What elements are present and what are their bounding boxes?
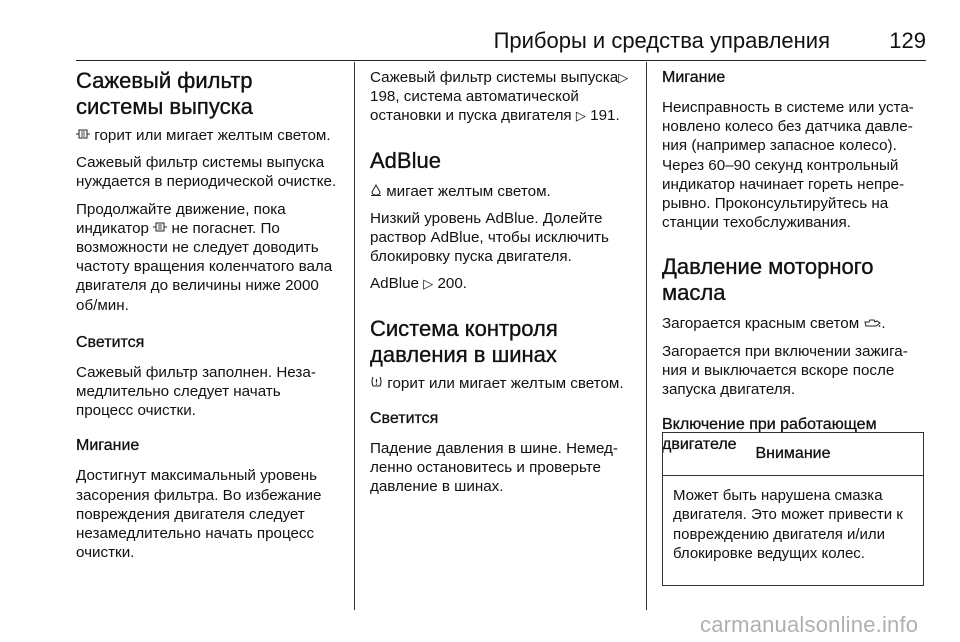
column-1 [76,62,340,562]
tpms-status: горит или мигает желтым светом. [370,374,636,393]
sub2-text: Достигнут максимальный уровень засорения фильтра. Во избежание повреждения двигателя следует незамедлительно начать процесс очистки. [76,467,322,562]
subheading-on: Светится [370,409,439,427]
tpms-blink-text: Неисправность в системе или установлено колесо без датчика давления (например запасное колесо). Через 60–90 секунд контрольный индикатор начинает гореть непрерывно. Проконсультируйтесь на станции техобслуживания. [662,99,914,232]
subheading-on: Светится [76,333,145,351]
arrow-reference-icon: ▷ [575,108,586,124]
heading-adblue: AdBlue [370,147,441,173]
column-divider-2 [646,62,647,610]
page-header [76,26,926,61]
page-number: 129 [889,28,926,53]
adblue-text: Низкий уровень AdBlue. Долейте раствор AdBlue, чтобы исключить блокировку пуска двигателя. [370,209,609,266]
subheading-blinking: Мигание [662,69,726,86]
warning-text: Может быть нарушена смазка двигателя. Это может привести к повреждению двигателя и/или блокировке ведущих колес. [673,487,903,563]
subheading-blinking: Мигание [76,437,140,455]
heading-particle-filter: Сажевый фильтр системы выпуска [76,68,253,119]
particle-filter-para1: Сажевый фильтр системы выпуска нуждается в периодической очистке. [76,154,337,191]
page-title: Приборы и средства управления [493,28,830,53]
column-3 [662,62,926,455]
tpms-on-text: Падение давления в шине. Немедленно остановитесь и проверьте давление в шинах. [370,439,618,496]
adblue-reference: AdBlue ▷ 200. [370,275,468,293]
sub1-text: Сажевый фильтр заполнен. Незамедлительно следует начать процесс очистки. [76,363,316,420]
oil-pressure-text: Загорается при включении зажигания и выключается вскоре после запуска двигателя. [662,342,908,399]
subheading-engine-running: Включение при работающем двигателе [662,416,877,454]
oil-can-icon [863,314,881,333]
particle-filter-para2: Продолжайте движение, пока индикатор не погаснет. По возможности не следует доводить частоту вращения коленчатого вала двигателя до величины ниже 2000 об/мин. [76,200,333,314]
warning-title: Внимание [663,433,923,476]
particle-filter-icon [76,126,90,145]
particle-filter-icon [153,219,167,238]
column-2 [370,62,636,496]
particle-filter-status: горит или мигает желтым светом. [76,126,340,145]
adblue-icon [370,182,382,201]
adblue-status: мигает желтым светом. [370,182,636,201]
heading-oil-pressure: Давление моторного масла [662,254,874,306]
tire-pressure-icon [370,374,383,393]
heading-tpms: Система контроля давления в шинах [370,315,558,367]
oil-pressure-status: Загорается красным светом . [662,315,886,333]
warning-box [662,432,924,586]
column-divider-1 [354,62,355,610]
arrow-reference-icon: ▷ [423,276,434,292]
watermark: carmanualsonline.info [700,612,919,637]
arrow-reference-icon: ▷ [618,70,629,85]
cross-reference: Сажевый фильтр системы выпуска▷ 198, система автоматической остановки и пуска двигателя ▷ 191. [370,69,629,125]
